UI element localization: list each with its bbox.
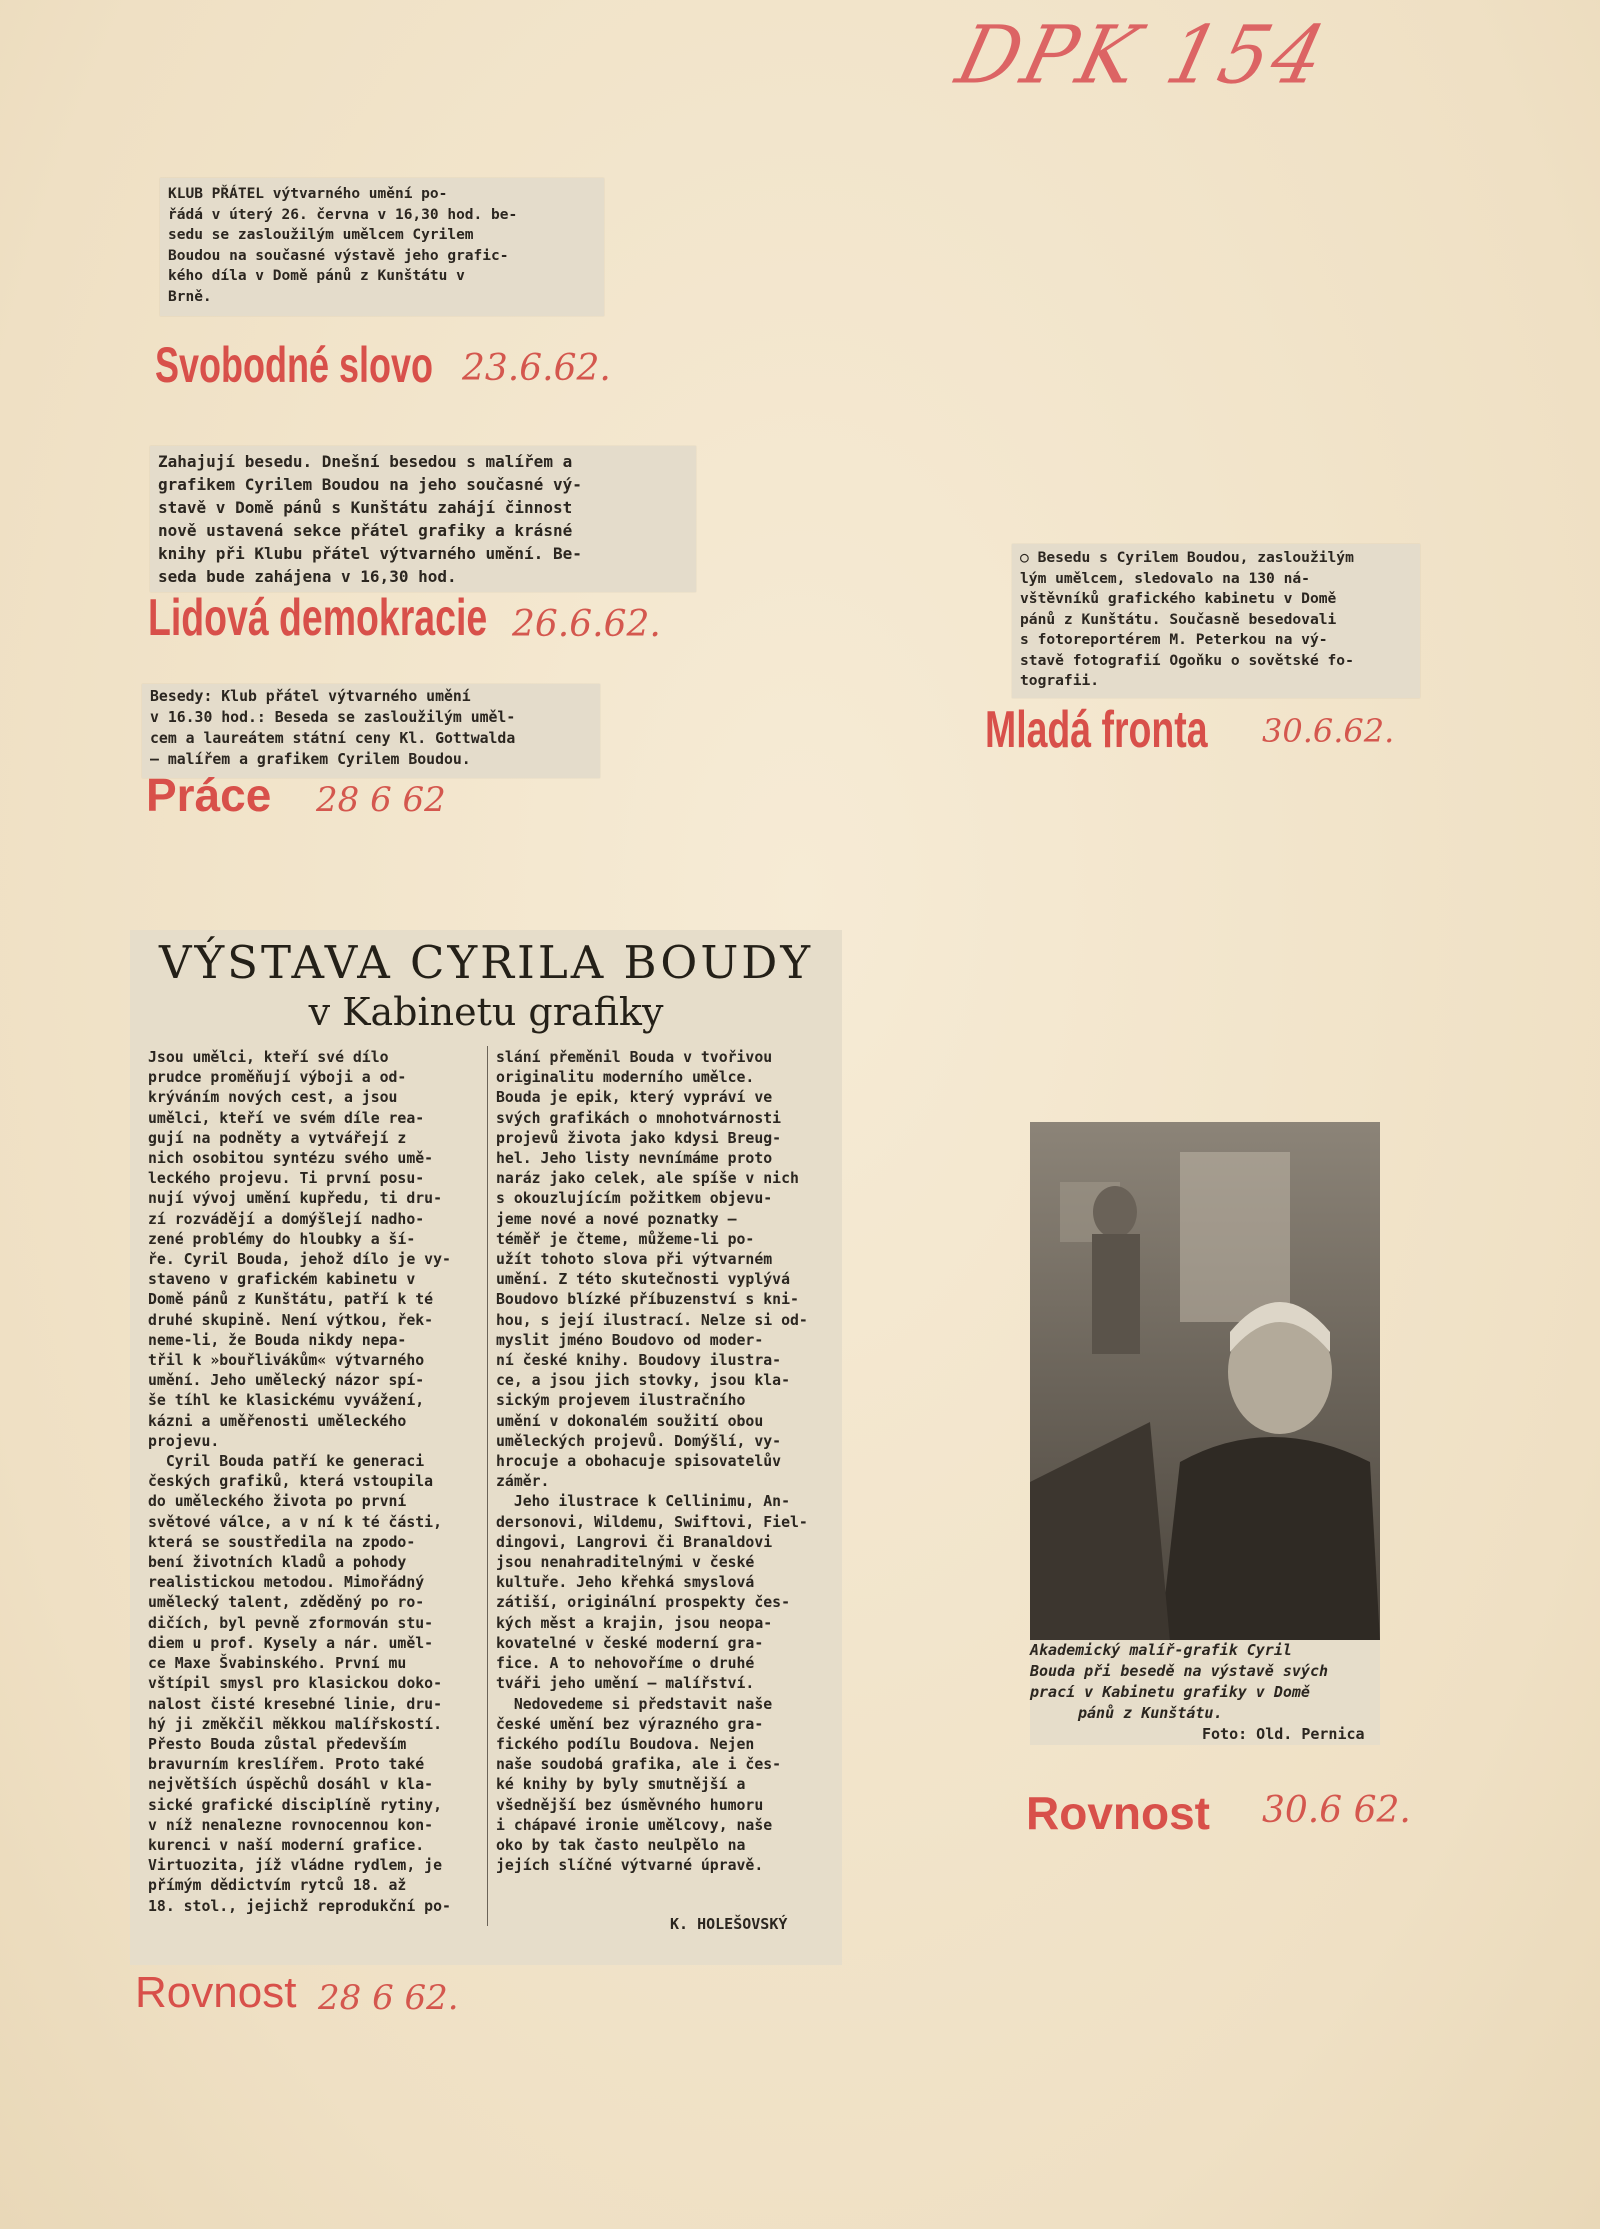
article-line: vštípil smysl pro klasickou doko- xyxy=(148,1675,442,1693)
article-line: kázni a uměřenosti uměleckého xyxy=(148,1412,407,1430)
article-author: K. HOLEŠOVSKÝ xyxy=(670,1915,788,1933)
article-line: v níž nenalezne rovnocennou kon- xyxy=(148,1816,434,1834)
article-line: hrocuje a obohacuje spisovatelův xyxy=(496,1453,782,1471)
article-line: bravurním kreslířem. Proto také xyxy=(148,1756,425,1774)
article-line: české umění bez výrazného gra- xyxy=(496,1715,764,1733)
article-line: sické grafické disciplíně rytiny, xyxy=(148,1796,442,1814)
article-line: zí rozvádějí a domýšlejí nadho- xyxy=(148,1210,425,1228)
clip-line: vštěvníků grafického kabinetu v Domě xyxy=(1020,590,1337,607)
article-line: Přesto Bouda zůstal především xyxy=(148,1735,407,1753)
source-label: Mladá fronta xyxy=(985,701,1208,759)
caption-line: prací v Kabinetu grafiky v Domě xyxy=(1030,1683,1310,1701)
clipping-svobodne-slovo xyxy=(160,178,604,316)
article-line: s okouzlujícím požitkem objevu- xyxy=(496,1190,773,1208)
clip-line: stavě v Domě pánů s Kunštátu zahájí činnost xyxy=(158,498,573,517)
article-line: Jsou umělci, kteří své dílo xyxy=(148,1049,389,1066)
article-line: neme-li, že Bouda nikdy nepa- xyxy=(148,1331,407,1349)
article-subtitle: v Kabinetu grafiky xyxy=(308,990,664,1034)
article-line: do uměleckého života po první xyxy=(148,1493,407,1511)
clip-line: nově ustavená sekce přátel grafiky a krásné xyxy=(158,521,573,540)
article-line: originalitu moderního umělce. xyxy=(496,1069,755,1087)
article-line: kultuře. Jeho křehká smyslová xyxy=(496,1574,755,1592)
clip-line: lým umělcem, sledovalo na 130 ná- xyxy=(1020,569,1310,587)
article-line: slání přeměnil Bouda v tvořivou xyxy=(496,1049,773,1066)
clipping-prace xyxy=(142,684,600,778)
article-line: 18. stol., jejichž reprodukční po- xyxy=(148,1897,451,1915)
article-line: umělci, kteří ve svém díle rea- xyxy=(148,1109,425,1127)
article-line: jeme nové a nové poznatky — xyxy=(496,1210,737,1228)
article-line: dingovi, Langrovi či Branaldovi xyxy=(496,1533,773,1551)
clip-line: Besedy: Klub přátel výtvarného umění xyxy=(150,688,471,705)
clipping-mlada-fronta xyxy=(1012,544,1420,698)
caption-line: Akademický malíř-grafik Cyril xyxy=(1030,1641,1292,1659)
article-line: dičích, byl pevně zformován stu- xyxy=(148,1614,434,1632)
article-line: ce Maxe Švabinského. První mu xyxy=(148,1655,407,1673)
article-line: fického podílu Boudova. Nejen xyxy=(496,1735,755,1753)
article-line: kých měst a krajin, jsou neopa- xyxy=(496,1614,773,1632)
article-line: jejích slíčné výtvarné úpravě. xyxy=(496,1857,764,1875)
article-line: leckého projevu. Ti první posu- xyxy=(148,1170,425,1188)
clipping-lidova-demokracie xyxy=(150,446,696,592)
article-line: kurenci v naší moderní grafice. xyxy=(148,1836,425,1854)
article-line: hý ji změkčil měkkou malířskostí. xyxy=(148,1715,442,1733)
article-line: krýváním nových cest, a jsou xyxy=(148,1089,398,1107)
article-line: svých grafikách o mnohotvárnosti xyxy=(496,1109,782,1127)
article-line: zátiší, originální prospekty čes- xyxy=(496,1594,790,1612)
article-line: uměleckých projevů. Domýšlí, vy- xyxy=(496,1432,782,1450)
article-line: še tíhl ke klasickému vyvážení, xyxy=(148,1392,425,1410)
clip-line: řádá v úterý 26. června v 16,30 hod. be- xyxy=(168,206,518,223)
article-line: prudce proměňují výboji a od- xyxy=(148,1069,407,1087)
catalog-mark: DPK 154 xyxy=(948,7,1338,102)
clip-line: knihy při Klubu přátel výtvarného umění. Be- xyxy=(158,544,582,563)
article-line: umělecký talent, zděděný po ro- xyxy=(148,1594,425,1612)
article-line: ce, a jsou jich stovky, jsou kla- xyxy=(496,1372,790,1390)
source-label: Svobodné slovo xyxy=(155,337,434,393)
article-line: záměr. xyxy=(496,1473,550,1491)
article-line: sickým projevem ilustračního xyxy=(496,1392,746,1410)
clip-line: s fotoreportérem M. Peterkou na vý- xyxy=(1020,631,1328,648)
article-line: nalost čisté kresebné linie, dru- xyxy=(148,1695,442,1713)
source-label: Rovnost xyxy=(135,1968,297,2017)
article-line: přímým dědictvím rytců 18. až xyxy=(148,1877,407,1895)
column-divider xyxy=(487,1046,488,1926)
clip-line: v 16.30 hod.: Beseda se zasloužilým uměl- xyxy=(150,709,516,726)
date-mark: 28 6 62 xyxy=(316,780,446,820)
article-line: světové válce, a v ní k té části, xyxy=(148,1513,442,1531)
article-line: projevů života jako kdysi Breug- xyxy=(496,1129,782,1147)
article-line: největších úspěchů dosáhl v kla- xyxy=(148,1776,434,1794)
article-line: ře. Cyril Bouda, jehož dílo je vy- xyxy=(148,1251,451,1269)
source-label: Práce xyxy=(146,769,272,821)
source-label: Rovnost xyxy=(1026,1787,1210,1839)
article-line: myslit jméno Boudovo od moder- xyxy=(496,1331,764,1349)
date-mark: 26.6.62. xyxy=(512,604,661,645)
article-line: druhé skupině. Není výtkou, řek- xyxy=(148,1311,434,1329)
article-line: oko by tak často neulpělo na xyxy=(496,1836,746,1854)
article-line: všednější bez úsměvného humoru xyxy=(496,1796,764,1814)
article-line: ní české knihy. Boudovy ilustra- xyxy=(496,1352,782,1370)
article-line: Jeho ilustrace k Cellinimu, An- xyxy=(496,1493,790,1511)
article-line: Bouda je epik, který vypráví ve xyxy=(496,1089,773,1107)
article-line: naše soudobá grafika, ale i čes- xyxy=(496,1756,782,1774)
article-line: třil k »bouřlivákům« výtvarného xyxy=(148,1352,425,1370)
clip-line: kého díla v Domě pánů z Kunštátu v xyxy=(168,268,465,284)
article-line: hou, s její ilustrací. Nelze si od- xyxy=(496,1311,808,1329)
clip-line: stavě fotografií Ogoňku o sovětské fo- xyxy=(1020,651,1354,669)
article-line: Cyril Bouda patří ke generaci xyxy=(148,1453,425,1471)
article-line: realistickou metodou. Mimořádný xyxy=(148,1574,425,1592)
article-clipping xyxy=(130,930,842,1965)
clip-line: cem a laureátem státní ceny Kl. Gottwalda xyxy=(150,730,516,747)
clip-line: ○ Besedu s Cyrilem Boudou, zasloužilým xyxy=(1020,549,1354,566)
article-line: téměř je čteme, můžeme-li po- xyxy=(496,1230,755,1248)
clip-line: seda bude zahájena v 16,30 hod. xyxy=(158,567,457,586)
clip-line: pánů z Kunštátu. Současně besedovali xyxy=(1020,610,1337,628)
article-line: gují na podněty a vytvářejí z xyxy=(148,1129,407,1147)
clip-line: Boudou na současné výstavě jeho grafic- xyxy=(168,247,509,264)
article-line: Domě pánů z Kunštátu, patří k té xyxy=(148,1291,434,1309)
article-line: i chápavé ironie umělcovy, naše xyxy=(496,1816,773,1834)
article-line: jsou nenahraditelnými v české xyxy=(496,1554,755,1572)
date-mark: 23.6.62. xyxy=(462,348,611,389)
photo-caption xyxy=(1030,1640,1380,1745)
article-line: projevu. xyxy=(148,1432,220,1450)
article-line: nují vývoj umění kupředu, ti dru- xyxy=(148,1190,442,1208)
article-line: užít tohoto slova při výtvarném xyxy=(496,1251,773,1269)
article-line: zené problémy do hloubky a ší- xyxy=(148,1230,416,1248)
article-line: bení životních kladů a pohody xyxy=(148,1554,407,1572)
clip-line: KLUB PŘÁTEL výtvarného umění po- xyxy=(168,186,448,202)
date-mark: 30.6.62. xyxy=(1262,712,1395,750)
article-title: VÝSTAVA CYRILA BOUDY xyxy=(158,936,814,989)
article-line: Boudovo blízké příbuzenství s kni- xyxy=(496,1291,799,1309)
date-mark: 28 6 62. xyxy=(318,1978,459,2018)
article-line: umění v dokonalém soužití obou xyxy=(496,1412,764,1430)
clip-line: sedu se zasloužilým umělcem Cyrilem xyxy=(168,227,474,243)
article-line: umění. Z této skutečnosti vyplývá xyxy=(496,1271,790,1289)
article-line: Virtuozita, jíž vládne rydlem, je xyxy=(148,1857,442,1875)
article-line: naráz jako celek, ale spíše v nich xyxy=(496,1170,799,1188)
article-line: dersonovi, Wildemu, Swiftovi, Fiel- xyxy=(496,1513,808,1531)
clip-line: — malířem a grafikem Cyrilem Boudou. xyxy=(150,751,471,768)
caption-line: pánů z Kunštátu. xyxy=(1078,1704,1223,1722)
clip-line: Brně. xyxy=(168,288,212,305)
clip-line: grafikem Cyrilem Boudou na jeho současné vý- xyxy=(158,475,582,494)
photo-credit: Foto: Old. Pernica xyxy=(1202,1725,1365,1743)
article-line: která se soustředila na zpodo- xyxy=(148,1533,416,1551)
article-line: diem u prof. Kysely a nár. uměl- xyxy=(148,1634,434,1652)
article-line: tváři jeho umění — malířství. xyxy=(496,1675,755,1693)
clip-line: Zahajují besedu. Dnešní besedou s malířem a xyxy=(158,452,573,471)
article-line: fice. A to nehovoříme o druhé xyxy=(496,1655,755,1673)
article-line: českých grafiků, která vstoupila xyxy=(148,1473,434,1491)
article-line: Nedovedeme si představit naše xyxy=(496,1695,773,1713)
article-line: kovatelné v české moderní gra- xyxy=(496,1634,764,1652)
photo xyxy=(1030,1122,1380,1642)
article-line: ké knihy by byly smutnější a xyxy=(496,1776,746,1794)
article-column-2 xyxy=(496,1048,808,1876)
article-line: umění. Jeho umělecký názor spí- xyxy=(148,1372,425,1390)
article-column-1 xyxy=(148,1048,451,1917)
date-mark: 30.6 62. xyxy=(1262,1790,1411,1831)
caption-line: Bouda při besedě na výstavě svých xyxy=(1030,1662,1329,1680)
article-line: nich osobitou syntézu svého umě- xyxy=(148,1150,434,1168)
clip-line: tografii. xyxy=(1020,672,1100,689)
source-label: Lidová demokracie xyxy=(148,589,488,647)
article-line: hel. Jeho listy nevnímáme proto xyxy=(496,1150,773,1168)
article-line: staveno v grafickém kabinetu v xyxy=(148,1271,416,1289)
